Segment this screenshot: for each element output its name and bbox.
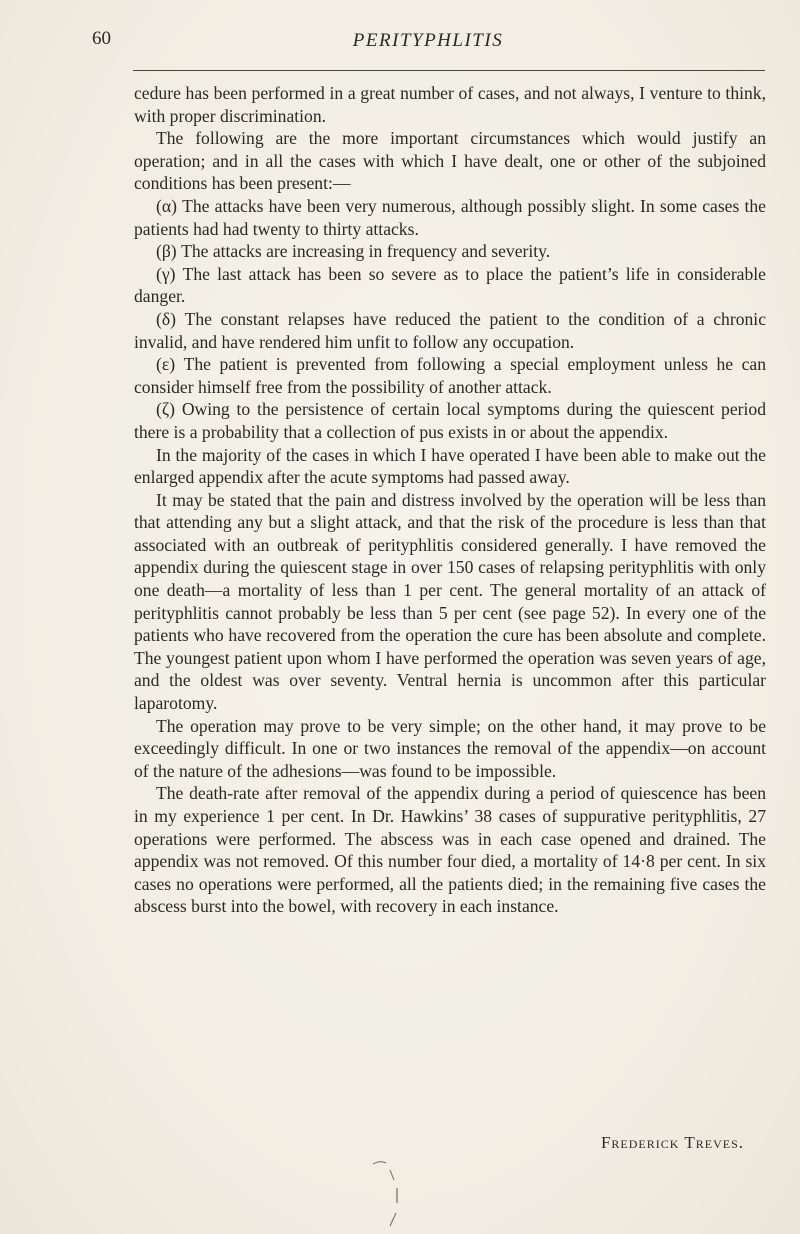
body-text xyxy=(134,82,766,918)
author-signature: Frederick Treves. xyxy=(600,1133,744,1152)
paragraph-majority: In the majority of the cases in which I have operated I have been able to make out the enlarged appendix after the acute symptoms had passed away. xyxy=(134,444,766,488)
condition-epsilon: (ε) The patient is prevented from following a special employment unless he can consider himself free from the possibility of another attack. xyxy=(134,354,766,397)
condition-delta: (δ) The constant relapses have reduced the patient to the condition of a chronic invalid, and have rendered him unfit to follow any occupation. xyxy=(134,308,766,352)
paragraph-difficulty: The operation may prove to be very simple; on the other hand, it may prove to be exceedingly difficult. In one or two instances the removal of the appendix—on account of the nature of the adhesions—was found to be impossible. xyxy=(134,715,766,781)
condition-beta: (β) The attacks are increasing in frequency and severity. xyxy=(156,241,551,262)
paragraph-risk: It may be stated that the pain and distress involved by the operation will be less than that attending any but a slight attack, and that the risk of the procedure is less than that associated with an outbreak of perityphlitis considered generally. I have removed the appendix during the quiescent stage in over 150 cases of relapsing perityphlitis with only one death—a mortality of less than 1 per cent. The general mortality of an attack of perityphlitis cannot probably be less than 5 per cent (see page 52). In every one of the patients who have recovered from the operation the cure has been absolute and complete. The youngest patient upon whom I have performed the operation was seven years of age, and the oldest was over seventy. Ventral hernia is uncommon after this particular laparotomy. xyxy=(134,489,766,714)
condition-gamma: (γ) The last attack has been so severe as to place the patient’s life in considerable danger. xyxy=(134,263,766,307)
page-header xyxy=(92,28,764,60)
page-number: 60 xyxy=(92,28,111,49)
condition-alpha: (α) The attacks have been very numerous, although possibly slight. In some cases the patients had had twenty to thirty attacks. xyxy=(134,195,766,239)
running-head: PERITYPHLITIS xyxy=(352,30,504,51)
condition-zeta: (ζ) Owing to the persistence of certain local symptoms during the quiescent period there is a probability that a collection of pus exists in or about the appendix. xyxy=(134,399,766,442)
paragraph-conditions-intro: The following are the more important circumstances which would justify an operation; and in all the cases with which I have dealt, one or other of the subjoined conditions has been present:— xyxy=(134,128,766,194)
paragraph-death-rate: The death-rate after removal of the appendix during a period of quiescence has been in my experience 1 per cent. In Dr. Hawkins’ 38 cases of suppurative perityphlitis, 27 operations were performed. The abscess was in each case opened and drained. The appendix was not removed. Of this number four died, a mortality of 14·8 per cent. In six cases no operations were performed, all the patients died; in the remaining five cases the abscess burst into the bowel, with recovery in each instance. xyxy=(134,783,766,917)
header-rule xyxy=(133,70,765,71)
paragraph-continuation: cedure has been performed in a great number of cases, and not always, I venture to think, with proper discrimination. xyxy=(134,83,766,126)
stray-pencil-marks xyxy=(370,1158,410,1228)
